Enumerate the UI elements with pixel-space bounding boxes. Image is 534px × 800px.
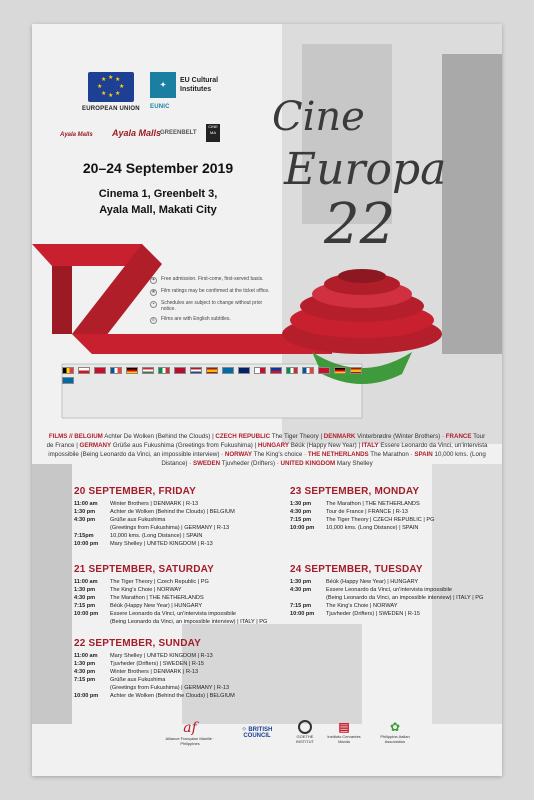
schedule-row xyxy=(290,508,490,516)
title-europa: Europa xyxy=(284,144,447,195)
schedule-row xyxy=(290,586,490,594)
day-heading: 21 SEPTEMBER, SATURDAY xyxy=(74,564,214,575)
show-time xyxy=(74,618,110,626)
italy-flag-icon xyxy=(158,367,170,374)
day-heading: 24 SEPTEMBER, TUESDAY xyxy=(290,564,423,575)
cervantes-logo xyxy=(322,720,366,744)
subtitle-icon: ≡ xyxy=(150,317,157,324)
eunic-logo xyxy=(150,72,176,98)
show-time: 11:00 am xyxy=(74,653,98,659)
show-film: (Greetings from Fukushima) | GERMANY | R-13 xyxy=(110,525,230,531)
ayala-malls-logo: Ayala Malls xyxy=(112,128,162,138)
show-film: (Being Leonardo da Vinci, an impossible interview) | ITALY | PG xyxy=(110,619,268,625)
show-film: The Tiger Theory | Czech Republic | PG xyxy=(110,579,209,585)
film-country: NORWAY xyxy=(224,451,253,458)
schedule-row xyxy=(290,610,490,618)
schedule-row xyxy=(74,652,274,660)
show-time xyxy=(290,594,326,602)
show-time: 4:30 pm xyxy=(74,669,96,675)
film-country: FRANCE xyxy=(445,433,472,440)
schedule-row xyxy=(74,586,274,594)
schedule-day xyxy=(74,564,274,626)
flag-icon xyxy=(302,367,314,374)
show-film: Essere Leonardo da Vinci, un'intervista impossibile xyxy=(110,611,236,617)
info-text: Free admission. First-come, first-served basis. xyxy=(161,276,264,282)
film-title: Vinterbrødre (Winter Brothers) xyxy=(357,433,441,440)
country-flags xyxy=(62,367,362,384)
goethe-logo xyxy=(290,720,320,744)
film-title: The Tiger Theory xyxy=(271,433,319,440)
flag-icon xyxy=(62,377,74,384)
show-film: Tjuvheder (Drifters) | SWEDEN | R-15 xyxy=(110,661,204,667)
show-time: 7:15 pm xyxy=(290,603,312,609)
schedule-row xyxy=(290,524,490,532)
alliance-francaise-logo xyxy=(160,720,220,746)
flag-icon xyxy=(334,367,346,374)
schedule-row xyxy=(290,516,490,524)
schedule-day xyxy=(74,486,274,548)
british-council-icon: ⁘ xyxy=(241,727,249,733)
show-film: The Marathon | THE NETHERLANDS xyxy=(326,501,420,507)
france-flag-icon xyxy=(110,367,122,374)
show-time: 1:30 pm xyxy=(74,509,96,515)
schedule-row xyxy=(74,618,274,626)
info-item xyxy=(150,276,270,284)
day-heading: 20 SEPTEMBER, FRIDAY xyxy=(74,486,196,497)
show-time: 1:30 pm xyxy=(290,501,312,507)
philippine-italian-logo xyxy=(370,720,420,744)
af-icon: af xyxy=(183,720,197,736)
film-country: SPAIN xyxy=(414,451,433,458)
pia-icon: ✿ xyxy=(389,720,401,734)
show-time: 7:15pm xyxy=(74,533,94,539)
show-film: 10,000 kms. (Long Distance) | SPAIN xyxy=(326,525,419,531)
film-country: GERMANY xyxy=(79,442,112,449)
film-title: The Marathon xyxy=(370,451,409,458)
film-rating-icon: ★ xyxy=(151,289,156,295)
film-title: Mary Shelley xyxy=(336,460,373,467)
info-item xyxy=(150,300,270,312)
ayala-cinemas-logo: Ayala Malls xyxy=(60,132,93,138)
show-film: Tjuvheder (Drifters) | SWEDEN | R-15 xyxy=(326,611,420,617)
show-time: 1:30 pm xyxy=(290,579,312,585)
show-film: The King's Choie | NORWAY xyxy=(110,587,182,593)
film-country: SWEDEN xyxy=(192,460,221,467)
schedule-row xyxy=(74,594,274,602)
show-time: 1:30 pm xyxy=(74,587,96,593)
show-time: 10:00 pm xyxy=(74,611,99,617)
flag-icon xyxy=(286,367,298,374)
british-council-logo xyxy=(228,726,286,739)
cervantes-icon: ▤ xyxy=(338,720,350,734)
show-film: Achter de Wolken (Behind the Clouds) | BELGIUM xyxy=(110,509,235,515)
schedule-row xyxy=(74,660,274,668)
show-film: (Being Leonardo da Vinci, an impossible interview) | ITALY | PG xyxy=(326,595,484,601)
show-film: Winter Brothers | DENMARK | R-13 xyxy=(110,501,199,507)
alliance-label: Alliance Française Manille · Philippines xyxy=(165,736,215,746)
film-country: BELGIUM xyxy=(74,433,103,440)
reel-hub xyxy=(338,269,386,283)
schedule-row xyxy=(74,668,274,676)
show-time: 4:30 pm xyxy=(74,595,96,601)
partner-logos xyxy=(32,718,502,758)
film-country: CZECH REPUBLIC xyxy=(215,433,271,440)
film-country: HUNGARY xyxy=(257,442,289,449)
film-title: Grüße aus Fukushima (Greetings from Fukushima) xyxy=(112,442,253,449)
schedule-day xyxy=(74,638,274,700)
flag-icon xyxy=(318,367,330,374)
cervantes-label: Instituto Cervantes Manila xyxy=(327,734,361,744)
show-time: 11:00 am xyxy=(74,579,98,585)
eu-flag-icon: ★ ★ ★ ★ ★ ★ ★ ★ xyxy=(88,72,134,102)
show-time: 10:00 pm xyxy=(74,693,99,699)
eu-label: EUROPEAN UNION xyxy=(82,106,140,112)
film-country: UNITED KINGDOM xyxy=(280,460,336,467)
film-country: THE NETHERLANDS xyxy=(307,451,369,458)
film-title: Béúk (Happy New Year) xyxy=(290,442,357,449)
show-time: 4:30 pm xyxy=(290,509,312,515)
show-film: Grüße aus Fukushima xyxy=(110,677,166,683)
title-cine: Cine xyxy=(272,94,365,140)
show-film: Grüße aus Fukushima xyxy=(110,517,166,523)
schedule-row xyxy=(74,684,274,692)
show-film: Mary Shelley | UNITED KINGDOM | R-13 xyxy=(110,541,213,547)
title-number: 22 xyxy=(324,192,396,257)
denmark-flag-icon xyxy=(94,367,106,374)
show-time: 4:30 pm xyxy=(74,517,96,523)
info-list xyxy=(150,276,270,328)
show-time xyxy=(74,524,110,532)
show-time: 7:15 pm xyxy=(290,517,312,523)
eu-logo xyxy=(88,72,134,102)
info-text: Film ratings may be confirmed at the ticket office. xyxy=(161,288,270,294)
show-time xyxy=(74,684,110,692)
eunic-label: EUNIC xyxy=(150,104,170,110)
film-country: ITALY xyxy=(361,442,379,449)
show-time: 7:15 pm xyxy=(74,677,96,683)
cinema-logo-icon: CINE MA xyxy=(206,124,220,142)
schedule-row xyxy=(290,578,490,586)
sweden-flag-icon xyxy=(222,367,234,374)
day-heading: 22 SEPTEMBER, SUNDAY xyxy=(74,638,201,649)
bg-building xyxy=(32,464,72,724)
show-film: Essere Leonardo da Vinci, un'intervista impossibile xyxy=(326,587,452,593)
schedule-row xyxy=(74,578,274,586)
schedule-row xyxy=(74,602,274,610)
film-title: Essere Leonardo da Vinci, un'intervista impossibile (Being Leonardo da Vinci, an impossible interview) xyxy=(48,442,488,458)
info-item xyxy=(150,288,270,296)
show-film: The King's Choie | NORWAY xyxy=(326,603,398,609)
pia-label: Philippine-Italian Association xyxy=(380,734,410,744)
goethe-icon xyxy=(298,720,312,734)
czech-flag-icon xyxy=(78,367,90,374)
schedule-row xyxy=(290,500,490,508)
film-title: 10,000 kms. (Long Distance) xyxy=(161,451,486,467)
germany-flag-icon xyxy=(126,367,138,374)
event-dates: 20–24 September 2019 xyxy=(82,160,234,176)
show-time: 11:00 am xyxy=(74,501,98,507)
greenbelt-logo: GREENBELT xyxy=(160,130,197,136)
calendar-icon: ▪ xyxy=(150,301,157,308)
uk-flag-icon xyxy=(238,367,250,374)
film-country: DENMARK xyxy=(323,433,356,440)
poster xyxy=(32,24,502,776)
show-film: Béúk (Happy New Year) | HUNGARY xyxy=(326,579,419,585)
philippines-flag-icon xyxy=(270,367,282,374)
show-film: Béúk (Happy New Year) | HUNGARY xyxy=(110,603,203,609)
schedule-day xyxy=(290,564,490,618)
show-film: (Greetings from Fukushima) | GERMANY | R-13 xyxy=(110,685,230,691)
event-venue xyxy=(58,186,258,218)
ticket-icon: ✦ xyxy=(151,277,156,283)
schedule-row xyxy=(74,540,274,548)
british-council-label: BRITISH COUNCIL xyxy=(243,727,273,739)
show-film: The Tiger Theory | CZECH REPUBLIC | PG xyxy=(326,517,435,523)
belgium-flag-icon xyxy=(62,367,74,374)
venue-line-1: Cinema 1, Greenbelt 3, xyxy=(98,188,218,200)
day-heading: 23 SEPTEMBER, MONDAY xyxy=(290,486,420,497)
film-title: Achter De Wolken (Behind the Clouds) xyxy=(104,433,211,440)
eunic-text: EU Cultural Institutes xyxy=(180,77,219,93)
show-time: 10:00 pm xyxy=(290,525,315,531)
show-film: The Marathon | THE NETHERLANDS xyxy=(110,595,204,601)
films-list: FILMS // BELGIUM Achter De Wolken (Behind the Clouds) | CZECH REPUBLIC The Tiger Theory | DENMARK Vinterbrødre (Winter Brothers) · FRANCE Tour de France | GERMANY Grüße aus Fukushima (Greetings from Fukushima) | HUNGARY Béúk (Happy New Year) | ITALY Essere Leonardo da Vinci, un'intervista impossibile (Being Leonardo da Vinci, an impossible interview) · NORWAY The King's choice · THE NETHERLANDS The Marathon · SPAIN 10,000 kms. (Long Distance) · SWEDEN Tjuvheder (Drifters) · UNITED KINGDOM Mary Shelley xyxy=(46,433,488,467)
info-item xyxy=(150,316,270,324)
show-time: 7:15 pm xyxy=(74,603,96,609)
show-film: Mary Shelley | UNITED KINGDOM | R-13 xyxy=(110,653,213,659)
eunic-icon: ✦ xyxy=(150,72,176,98)
schedule-row xyxy=(74,610,274,618)
goethe-label: GOETHE INSTITUT xyxy=(296,734,314,744)
film-title: The King's choice xyxy=(253,451,303,458)
hungary-flag-icon xyxy=(142,367,154,374)
film-strip xyxy=(32,244,142,266)
schedule-row xyxy=(74,524,274,532)
film-title: Tour de France xyxy=(46,433,486,449)
austria-flag-icon xyxy=(254,367,266,374)
flag-icon xyxy=(350,367,362,374)
show-time: 4:30 pm xyxy=(290,587,312,593)
venue-line-2: Ayala Mall, Makati City xyxy=(99,204,217,216)
film-title: Tjuvheder (Drifters) xyxy=(221,460,276,467)
schedule-day xyxy=(290,486,490,532)
schedule-row xyxy=(74,532,274,540)
film-strip xyxy=(52,266,72,334)
schedule-row xyxy=(290,602,490,610)
schedule-row xyxy=(74,500,274,508)
info-text: Schedules are subject to change without prior notice. xyxy=(161,300,263,312)
schedule-row xyxy=(74,692,274,700)
schedule-row xyxy=(74,676,274,684)
spain-flag-icon xyxy=(206,367,218,374)
norway-flag-icon xyxy=(174,367,186,374)
show-film: Tour de France | FRANCE | R-13 xyxy=(326,509,408,515)
film-reel-illustration xyxy=(32,234,502,434)
show-film: Winter Brothers | DENMARK | R-13 xyxy=(110,669,199,675)
show-film: 10,000 kms. (Long Distance) | SPAIN xyxy=(110,533,203,539)
show-time: 10:00 pm xyxy=(74,541,99,547)
schedule-row xyxy=(290,594,490,602)
show-time: 10:00 pm xyxy=(290,611,315,617)
show-time: 1:30 pm xyxy=(74,661,96,667)
schedule-row xyxy=(74,516,274,524)
schedule-row xyxy=(74,508,274,516)
netherlands-flag-icon xyxy=(190,367,202,374)
info-text: Films are with English subtitles. xyxy=(161,316,231,322)
show-film: Achter de Wolken (Behind the Clouds) | BELGIUM xyxy=(110,693,235,699)
films-lead: FILMS // xyxy=(48,433,73,440)
